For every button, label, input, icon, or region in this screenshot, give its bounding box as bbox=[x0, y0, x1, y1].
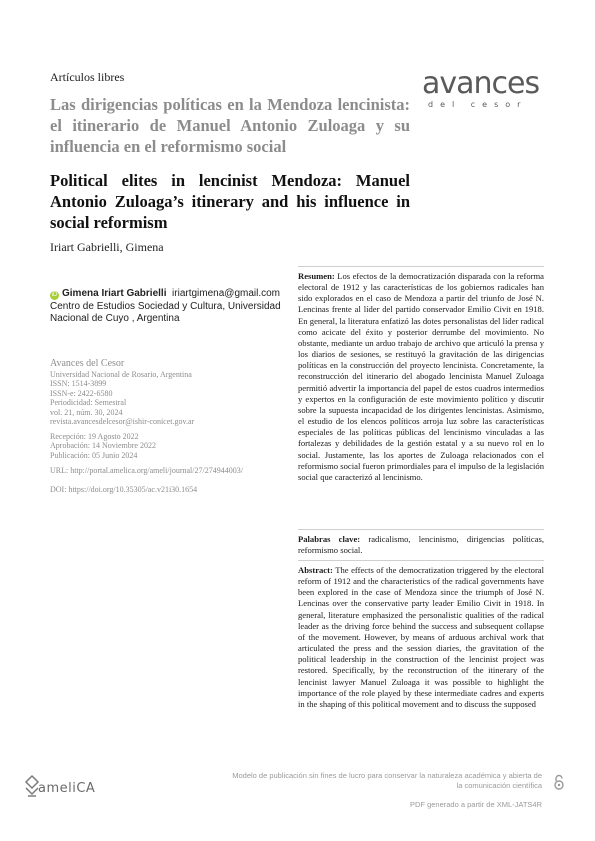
orcid-icon[interactable]: iD bbox=[51, 292, 58, 298]
resumen-label: Resumen: bbox=[298, 271, 335, 281]
footer-model-text: Modelo de publicación sin fines de lucro para conservar la naturaleza académica y abierta de la comunicación científica bbox=[232, 771, 542, 790]
journal-contact[interactable]: revista.avancesdelcesor@ishir-conicet.gov.ar bbox=[50, 417, 195, 427]
journal-publisher: Universidad Nacional de Rosario, Argentina bbox=[50, 370, 192, 379]
author-email[interactable]: iriartgimena@gmail.com bbox=[172, 288, 281, 299]
open-access-icon bbox=[553, 774, 565, 790]
keywords-label: Palabras clave: bbox=[298, 534, 361, 544]
abstract-label: Abstract: bbox=[298, 565, 333, 575]
logo-word: avances bbox=[422, 66, 540, 101]
section-label: Artículos libres bbox=[50, 70, 125, 84]
logo-subtitle: del cesor bbox=[428, 100, 528, 109]
resumen-text: Los efectos de la democratización disparada con la reforma electoral de 1912 y las características de los gobiernos radicales han sido explorados en el caso de Mendoza a partir del triunfo de José N. Lencinas frente al líder del partido conservador Emilio Civit en 1918. En general, la literatura enfatizó las dotes personalistas del líder radical como acicate del éxito y posterior derrumbe del movimiento. No obstante, mediante un arduo trabajo de archivo que articuló la prensa y los diarios de sesiones, se restituyó la gravitación de las dirigencias políticas en la construcción del proyecto lencinista. Concretamente, la reconstrucción del itinerario del abogado lencinista Manuel Zuloaga permitió advertir la importancia del papel de estos cuadros intermedios y expertos en la configuración de este movimiento político y discutir sobre la supuesta incapacidad de los dirigentes lencinistas. Asimismo, el estudio de los elencos políticos arroja luz sobre las características especiales de las políticas públicas del lencinismo vinculadas a las fortalezas y debilidades de la gestión estatal y a su nuevo rol en lo social. Justamente, las los aportes de Zuloaga relacionados con el reformismo social fueron primordiales para el impulso de la legislación social que caracterizó al lencinismo. bbox=[298, 271, 544, 482]
url-link[interactable]: URL: http://portal.amelica.org/ameli/journal/27/274944003/ bbox=[50, 466, 243, 475]
journal-issn: ISSN: 1514-3899 bbox=[50, 379, 107, 389]
abstract-text: The effects of the democratization triggered by the electoral reform of 1912 and the characteristics of the radical governments have been explored in the case of Mendoza since the triumph of José N. Lencinas over the conservative party leader Emilio Civit in 1918. In general, literature emphasized the personalistic qualities of the radical leader as the driving force behind the success and subsequent collapse of the movement. However, by means of arduous archival work that articulated the press and the session diaries, the gravitation of the political leadership in the construction of the lencinist project was restored. Specifically, by the reconstruction of the itinerary of the lencinist lawyer Manuel Zuloaga it was possible to highlight the importance of the role played by these intermediate cadres and experts in the shaping of this political movement and to discuss the supposed bbox=[298, 565, 545, 709]
author-affiliation: Centro de Estudios Sociedad y Cultura, Universidad Nacional de Cuyo , Argentina bbox=[50, 300, 281, 324]
journal-meta bbox=[50, 358, 290, 426]
abstract-block bbox=[298, 560, 544, 710]
amelica-logo bbox=[24, 772, 144, 800]
url-line bbox=[50, 466, 290, 475]
amelica-word: ameliCA bbox=[38, 781, 96, 796]
footer-pdf-text: PDF generado a partir de XML-JATS4R bbox=[409, 800, 542, 809]
date-published: Publicación: 05 Junio 2024 bbox=[50, 450, 138, 460]
keywords-text: radicalismo, lencinismo, dirigencias políticas, reformismo social. bbox=[298, 534, 544, 556]
date-received: Recepción: 19 Agosto 2022 bbox=[50, 432, 139, 441]
journal-periodicity: Periodicidad: Semestral bbox=[50, 398, 127, 408]
resumen-block bbox=[298, 266, 544, 483]
journal-title: Avances del Cesor bbox=[50, 358, 125, 369]
date-approved: Aprobación: 14 Noviembre 2022 bbox=[50, 441, 156, 451]
keywords-block bbox=[298, 529, 544, 556]
dates-block bbox=[50, 432, 290, 460]
journal-volume: vol. 21, núm. 30, 2024 bbox=[50, 407, 123, 417]
doi-line bbox=[50, 485, 290, 494]
journal-issn-e: ISSN-e: 2422-6580 bbox=[50, 388, 113, 398]
author-name: Gimena Iriart Gabrielli bbox=[62, 288, 167, 299]
title-spanish: Las dirigencias políticas en la Mendoza lencinista: el itinerario de Manuel Antonio Zuloaga y su influencia en el reformismo social bbox=[50, 95, 410, 156]
title-english: Political elites in lencinist Mendoza: Manuel Antonio Zuloaga’s itinerary and his influence in social reformism bbox=[50, 171, 410, 232]
author-info bbox=[50, 288, 290, 326]
doi-link[interactable]: DOI: https://doi.org/10.35305/ac.v21i30.1654 bbox=[50, 485, 198, 494]
authors-line: Iriart Gabrielli, Gimena bbox=[50, 240, 164, 254]
journal-logo bbox=[422, 66, 552, 110]
